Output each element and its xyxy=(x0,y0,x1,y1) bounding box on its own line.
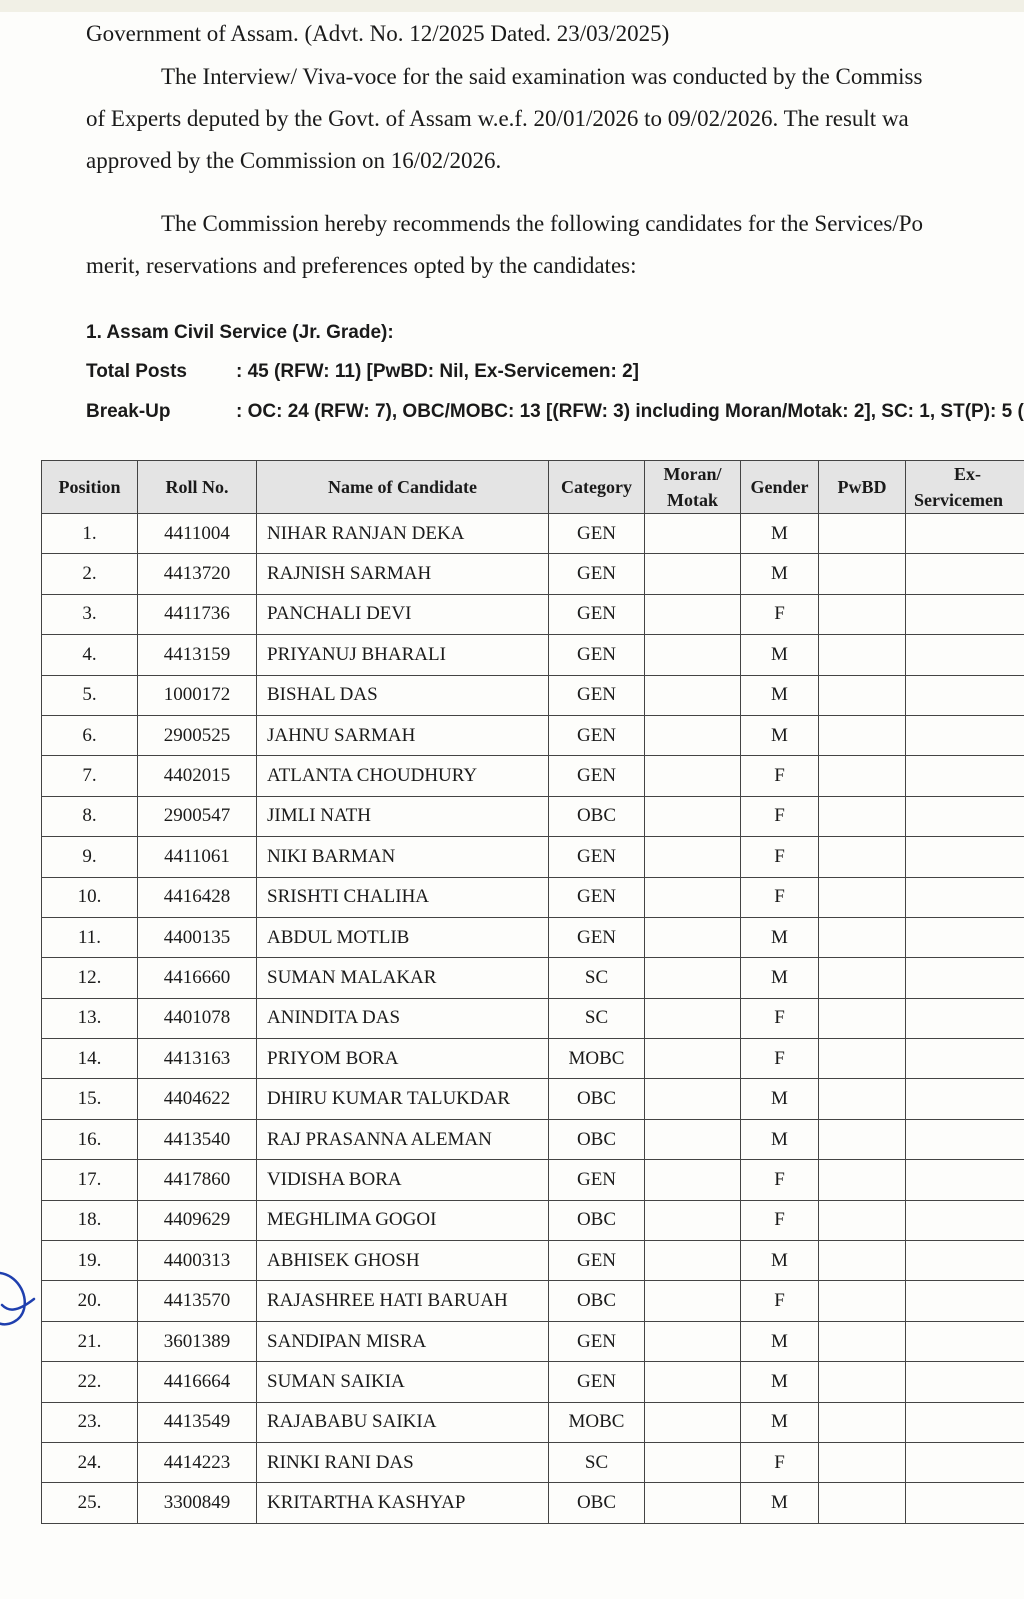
cell-name: SANDIPAN MISRA xyxy=(257,1321,549,1361)
cell-position: 1. xyxy=(42,514,138,554)
cell-name: RINKI RANI DAS xyxy=(257,1442,549,1482)
cell-moran-motak xyxy=(645,594,741,634)
cell-pwbd xyxy=(819,715,906,755)
cell-moran-motak xyxy=(645,1281,741,1321)
cell-position: 16. xyxy=(42,1119,138,1159)
cell-gender: F xyxy=(741,1200,819,1240)
cell-moran-motak xyxy=(645,1200,741,1240)
cell-moran-motak xyxy=(645,917,741,957)
cell-pwbd xyxy=(819,1039,906,1079)
cell-moran-motak xyxy=(645,1079,741,1119)
table-row xyxy=(42,877,1024,917)
cell-gender: M xyxy=(741,1241,819,1281)
cell-name: JAHNU SARMAH xyxy=(257,715,549,755)
cell-ex-servicemen xyxy=(906,1200,1024,1240)
cell-moran-motak xyxy=(645,1039,741,1079)
cell-moran-motak xyxy=(645,1362,741,1402)
table-row xyxy=(42,1119,1024,1159)
cell-gender: M xyxy=(741,554,819,594)
cell-position: 22. xyxy=(42,1362,138,1402)
total-posts-label: Total Posts xyxy=(86,361,187,382)
cell-name: ABDUL MOTLIB xyxy=(257,917,549,957)
cell-category: SC xyxy=(549,1442,645,1482)
cell-roll-no: 4400313 xyxy=(138,1241,257,1281)
cell-name: RAJASHREE HATI BARUAH xyxy=(257,1281,549,1321)
cell-ex-servicemen xyxy=(906,514,1024,554)
header-moran-line2: Motak xyxy=(667,490,718,510)
cell-category: GEN xyxy=(549,715,645,755)
table-row xyxy=(42,1402,1024,1442)
cell-name: DHIRU KUMAR TALUKDAR xyxy=(257,1079,549,1119)
cell-position: 9. xyxy=(42,837,138,877)
cell-moran-motak xyxy=(645,514,741,554)
cell-ex-servicemen xyxy=(906,1442,1024,1482)
cell-position: 7. xyxy=(42,756,138,796)
cell-moran-motak xyxy=(645,554,741,594)
table-row xyxy=(42,554,1024,594)
intro-line-1: Government of Assam. (Advt. No. 12/2025 Dated. 23/03/2025) xyxy=(86,21,670,46)
cell-moran-motak xyxy=(645,1160,741,1200)
cell-position: 13. xyxy=(42,998,138,1038)
cell-category: GEN xyxy=(549,675,645,715)
cell-name: MEGHLIMA GOGOI xyxy=(257,1200,549,1240)
cell-category: GEN xyxy=(549,756,645,796)
cell-position: 24. xyxy=(42,1442,138,1482)
header-gender: Gender xyxy=(741,461,819,514)
cell-roll-no: 4413549 xyxy=(138,1402,257,1442)
cell-position: 2. xyxy=(42,554,138,594)
intro-line-4: approved by the Commission on 16/02/2026. xyxy=(86,148,502,173)
cell-moran-motak xyxy=(645,1119,741,1159)
table-row xyxy=(42,635,1024,675)
cell-pwbd xyxy=(819,1281,906,1321)
cell-pwbd xyxy=(819,594,906,634)
cell-gender: M xyxy=(741,1321,819,1361)
cell-position: 21. xyxy=(42,1321,138,1361)
cell-gender: M xyxy=(741,1362,819,1402)
cell-pwbd xyxy=(819,675,906,715)
cell-ex-servicemen xyxy=(906,715,1024,755)
section-heading: 1. Assam Civil Service (Jr. Grade): xyxy=(86,322,394,343)
cell-position: 15. xyxy=(42,1079,138,1119)
table-row xyxy=(42,715,1024,755)
cell-category: OBC xyxy=(549,796,645,836)
cell-name: PRIYANUJ BHARALI xyxy=(257,635,549,675)
cell-pwbd xyxy=(819,1241,906,1281)
cell-name: SRISHTI CHALIHA xyxy=(257,877,549,917)
table-row xyxy=(42,1362,1024,1402)
breakup-label: Break-Up xyxy=(86,401,171,422)
cell-ex-servicemen xyxy=(906,554,1024,594)
cell-category: OBC xyxy=(549,1079,645,1119)
cell-name: NIHAR RANJAN DEKA xyxy=(257,514,549,554)
cell-position: 11. xyxy=(42,917,138,957)
cell-roll-no: 2900547 xyxy=(138,796,257,836)
breakup-line xyxy=(86,401,1024,423)
total-posts-value: : 45 (RFW: 11) [PwBD: Nil, Ex-Servicemen: 2] xyxy=(236,361,639,382)
cell-category: GEN xyxy=(549,837,645,877)
cell-ex-servicemen xyxy=(906,958,1024,998)
table-row xyxy=(42,514,1024,554)
cell-ex-servicemen xyxy=(906,675,1024,715)
cell-roll-no: 4411004 xyxy=(138,514,257,554)
cell-position: 14. xyxy=(42,1039,138,1079)
table-row xyxy=(42,1200,1024,1240)
cell-position: 8. xyxy=(42,796,138,836)
table-row xyxy=(42,1321,1024,1361)
table-row xyxy=(42,1241,1024,1281)
cell-pwbd xyxy=(819,958,906,998)
header-category: Category xyxy=(549,461,645,514)
cell-roll-no: 1000172 xyxy=(138,675,257,715)
cell-ex-servicemen xyxy=(906,1160,1024,1200)
cell-moran-motak xyxy=(645,837,741,877)
cell-moran-motak xyxy=(645,877,741,917)
table-row xyxy=(42,1281,1024,1321)
cell-roll-no: 4416664 xyxy=(138,1362,257,1402)
cell-pwbd xyxy=(819,1442,906,1482)
cell-gender: F xyxy=(741,837,819,877)
cell-name: SUMAN MALAKAR xyxy=(257,958,549,998)
cell-ex-servicemen xyxy=(906,998,1024,1038)
cell-roll-no: 4416428 xyxy=(138,877,257,917)
table-row xyxy=(42,917,1024,957)
cell-position: 3. xyxy=(42,594,138,634)
cell-name: ABHISEK GHOSH xyxy=(257,1241,549,1281)
intro-line-2: The Interview/ Viva-voce for the said examination was conducted by the Commiss xyxy=(161,64,923,89)
cell-gender: M xyxy=(741,635,819,675)
table-row xyxy=(42,1483,1024,1523)
cell-ex-servicemen xyxy=(906,1362,1024,1402)
cell-gender: M xyxy=(741,715,819,755)
header-roll-no: Roll No. xyxy=(138,461,257,514)
cell-roll-no: 4411736 xyxy=(138,594,257,634)
cell-ex-servicemen xyxy=(906,1039,1024,1079)
cell-name: ATLANTA CHOUDHURY xyxy=(257,756,549,796)
cell-gender: F xyxy=(741,877,819,917)
cell-gender: F xyxy=(741,796,819,836)
table-row xyxy=(42,998,1024,1038)
cell-ex-servicemen xyxy=(906,917,1024,957)
cell-moran-motak xyxy=(645,1402,741,1442)
cell-gender: F xyxy=(741,1160,819,1200)
results-table xyxy=(41,460,1024,1524)
cell-ex-servicemen xyxy=(906,1402,1024,1442)
header-position: Position xyxy=(42,461,138,514)
cell-position: 18. xyxy=(42,1200,138,1240)
cell-roll-no: 4413163 xyxy=(138,1039,257,1079)
cell-ex-servicemen xyxy=(906,635,1024,675)
cell-roll-no: 4414223 xyxy=(138,1442,257,1482)
cell-roll-no: 4413159 xyxy=(138,635,257,675)
header-ex-line1: Ex- xyxy=(954,464,981,484)
cell-pwbd xyxy=(819,1483,906,1523)
header-moran-line1: Moran/ xyxy=(663,464,722,484)
cell-position: 19. xyxy=(42,1241,138,1281)
cell-category: SC xyxy=(549,998,645,1038)
cell-roll-no: 4413720 xyxy=(138,554,257,594)
breakup-value: : OC: 24 (RFW: 7), OBC/MOBC: 13 [(RFW: 3) including Moran/Motak: 2], SC: 1, ST(P): 5 ( xyxy=(236,401,1024,422)
cell-ex-servicemen xyxy=(906,1241,1024,1281)
cell-pwbd xyxy=(819,1402,906,1442)
cell-name: SUMAN SAIKIA xyxy=(257,1362,549,1402)
cell-gender: F xyxy=(741,1281,819,1321)
header-moran-motak xyxy=(645,461,741,514)
cell-pwbd xyxy=(819,1200,906,1240)
cell-roll-no: 4409629 xyxy=(138,1200,257,1240)
cell-gender: M xyxy=(741,514,819,554)
cell-position: 25. xyxy=(42,1483,138,1523)
header-pwbd: PwBD xyxy=(819,461,906,514)
cell-category: GEN xyxy=(549,514,645,554)
cell-gender: F xyxy=(741,998,819,1038)
cell-pwbd xyxy=(819,998,906,1038)
cell-category: MOBC xyxy=(549,1039,645,1079)
cell-moran-motak xyxy=(645,796,741,836)
cell-ex-servicemen xyxy=(906,877,1024,917)
table-header-row xyxy=(42,461,1024,514)
top-edge-band xyxy=(0,0,1024,12)
cell-gender: F xyxy=(741,1039,819,1079)
cell-ex-servicemen xyxy=(906,1119,1024,1159)
cell-ex-servicemen xyxy=(906,594,1024,634)
header-ex-line2: Servicemen xyxy=(914,490,1003,510)
intro-line-5: The Commission hereby recommends the following candidates for the Services/Po xyxy=(161,211,924,236)
table-row xyxy=(42,1039,1024,1079)
cell-category: GEN xyxy=(549,554,645,594)
cell-ex-servicemen xyxy=(906,1483,1024,1523)
cell-moran-motak xyxy=(645,675,741,715)
cell-roll-no: 4416660 xyxy=(138,958,257,998)
cell-position: 10. xyxy=(42,877,138,917)
cell-pwbd xyxy=(819,756,906,796)
cell-gender: M xyxy=(741,917,819,957)
table-row xyxy=(42,958,1024,998)
table-row xyxy=(42,837,1024,877)
intro-line-6: merit, reservations and preferences opted by the candidates: xyxy=(86,253,637,278)
cell-gender: F xyxy=(741,1442,819,1482)
header-ex-servicemen xyxy=(906,461,1024,514)
cell-pwbd xyxy=(819,1321,906,1361)
cell-gender: M xyxy=(741,675,819,715)
cell-roll-no: 4402015 xyxy=(138,756,257,796)
cell-name: JIMLI NATH xyxy=(257,796,549,836)
cell-category: OBC xyxy=(549,1119,645,1159)
cell-pwbd xyxy=(819,1362,906,1402)
cell-pwbd xyxy=(819,1079,906,1119)
cell-pwbd xyxy=(819,877,906,917)
cell-roll-no: 4413570 xyxy=(138,1281,257,1321)
cell-ex-servicemen xyxy=(906,1079,1024,1119)
cell-name: BISHAL DAS xyxy=(257,675,549,715)
cell-position: 23. xyxy=(42,1402,138,1442)
cell-ex-servicemen xyxy=(906,1281,1024,1321)
total-posts-line xyxy=(86,361,639,383)
cell-roll-no: 3300849 xyxy=(138,1483,257,1523)
cell-category: MOBC xyxy=(549,1402,645,1442)
cell-category: GEN xyxy=(549,917,645,957)
cell-position: 6. xyxy=(42,715,138,755)
cell-moran-motak xyxy=(645,1442,741,1482)
cell-moran-motak xyxy=(645,756,741,796)
cell-gender: M xyxy=(741,1079,819,1119)
cell-position: 20. xyxy=(42,1281,138,1321)
cell-name: RAJ PRASANNA ALEMAN xyxy=(257,1119,549,1159)
cell-gender: M xyxy=(741,1483,819,1523)
signature-mark xyxy=(0,1265,40,1335)
cell-gender: F xyxy=(741,594,819,634)
cell-pwbd xyxy=(819,1119,906,1159)
cell-pwbd xyxy=(819,635,906,675)
cell-pwbd xyxy=(819,554,906,594)
cell-position: 5. xyxy=(42,675,138,715)
header-name: Name of Candidate xyxy=(257,461,549,514)
table-row xyxy=(42,1442,1024,1482)
cell-category: GEN xyxy=(549,1241,645,1281)
cell-pwbd xyxy=(819,514,906,554)
cell-gender: F xyxy=(741,756,819,796)
cell-roll-no: 4417860 xyxy=(138,1160,257,1200)
table-row xyxy=(42,1160,1024,1200)
cell-ex-servicemen xyxy=(906,796,1024,836)
cell-name: PRIYOM BORA xyxy=(257,1039,549,1079)
cell-moran-motak xyxy=(645,715,741,755)
cell-category: GEN xyxy=(549,594,645,634)
cell-pwbd xyxy=(819,1160,906,1200)
cell-name: RAJABABU SAIKIA xyxy=(257,1402,549,1442)
cell-category: GEN xyxy=(549,635,645,675)
cell-pwbd xyxy=(819,837,906,877)
cell-position: 17. xyxy=(42,1160,138,1200)
cell-roll-no: 2900525 xyxy=(138,715,257,755)
cell-name: ANINDITA DAS xyxy=(257,998,549,1038)
cell-position: 12. xyxy=(42,958,138,998)
cell-ex-servicemen xyxy=(906,756,1024,796)
cell-category: GEN xyxy=(549,877,645,917)
cell-roll-no: 4401078 xyxy=(138,998,257,1038)
cell-name: VIDISHA BORA xyxy=(257,1160,549,1200)
cell-gender: M xyxy=(741,1119,819,1159)
cell-roll-no: 4400135 xyxy=(138,917,257,957)
cell-name: PANCHALI DEVI xyxy=(257,594,549,634)
table-row xyxy=(42,756,1024,796)
cell-moran-motak xyxy=(645,1241,741,1281)
cell-ex-servicemen xyxy=(906,837,1024,877)
cell-moran-motak xyxy=(645,1483,741,1523)
cell-position: 4. xyxy=(42,635,138,675)
cell-name: KRITARTHA KASHYAP xyxy=(257,1483,549,1523)
cell-category: GEN xyxy=(549,1321,645,1361)
cell-pwbd xyxy=(819,917,906,957)
cell-category: GEN xyxy=(549,1362,645,1402)
cell-name: NIKI BARMAN xyxy=(257,837,549,877)
cell-roll-no: 4413540 xyxy=(138,1119,257,1159)
table-row xyxy=(42,594,1024,634)
cell-roll-no: 4404622 xyxy=(138,1079,257,1119)
cell-pwbd xyxy=(819,796,906,836)
cell-moran-motak xyxy=(645,998,741,1038)
cell-roll-no: 3601389 xyxy=(138,1321,257,1361)
cell-gender: M xyxy=(741,1402,819,1442)
cell-roll-no: 4411061 xyxy=(138,837,257,877)
cell-moran-motak xyxy=(645,635,741,675)
cell-moran-motak xyxy=(645,1321,741,1361)
cell-category: SC xyxy=(549,958,645,998)
cell-category: GEN xyxy=(549,1160,645,1200)
cell-category: OBC xyxy=(549,1200,645,1240)
table-row xyxy=(42,796,1024,836)
intro-line-3: of Experts deputed by the Govt. of Assam w.e.f. 20/01/2026 to 09/02/2026. The result wa xyxy=(86,106,909,131)
cell-category: OBC xyxy=(549,1281,645,1321)
cell-moran-motak xyxy=(645,958,741,998)
cell-ex-servicemen xyxy=(906,1321,1024,1361)
cell-name: RAJNISH SARMAH xyxy=(257,554,549,594)
cell-gender: M xyxy=(741,958,819,998)
table-row xyxy=(42,675,1024,715)
cell-category: OBC xyxy=(549,1483,645,1523)
table-row xyxy=(42,1079,1024,1119)
